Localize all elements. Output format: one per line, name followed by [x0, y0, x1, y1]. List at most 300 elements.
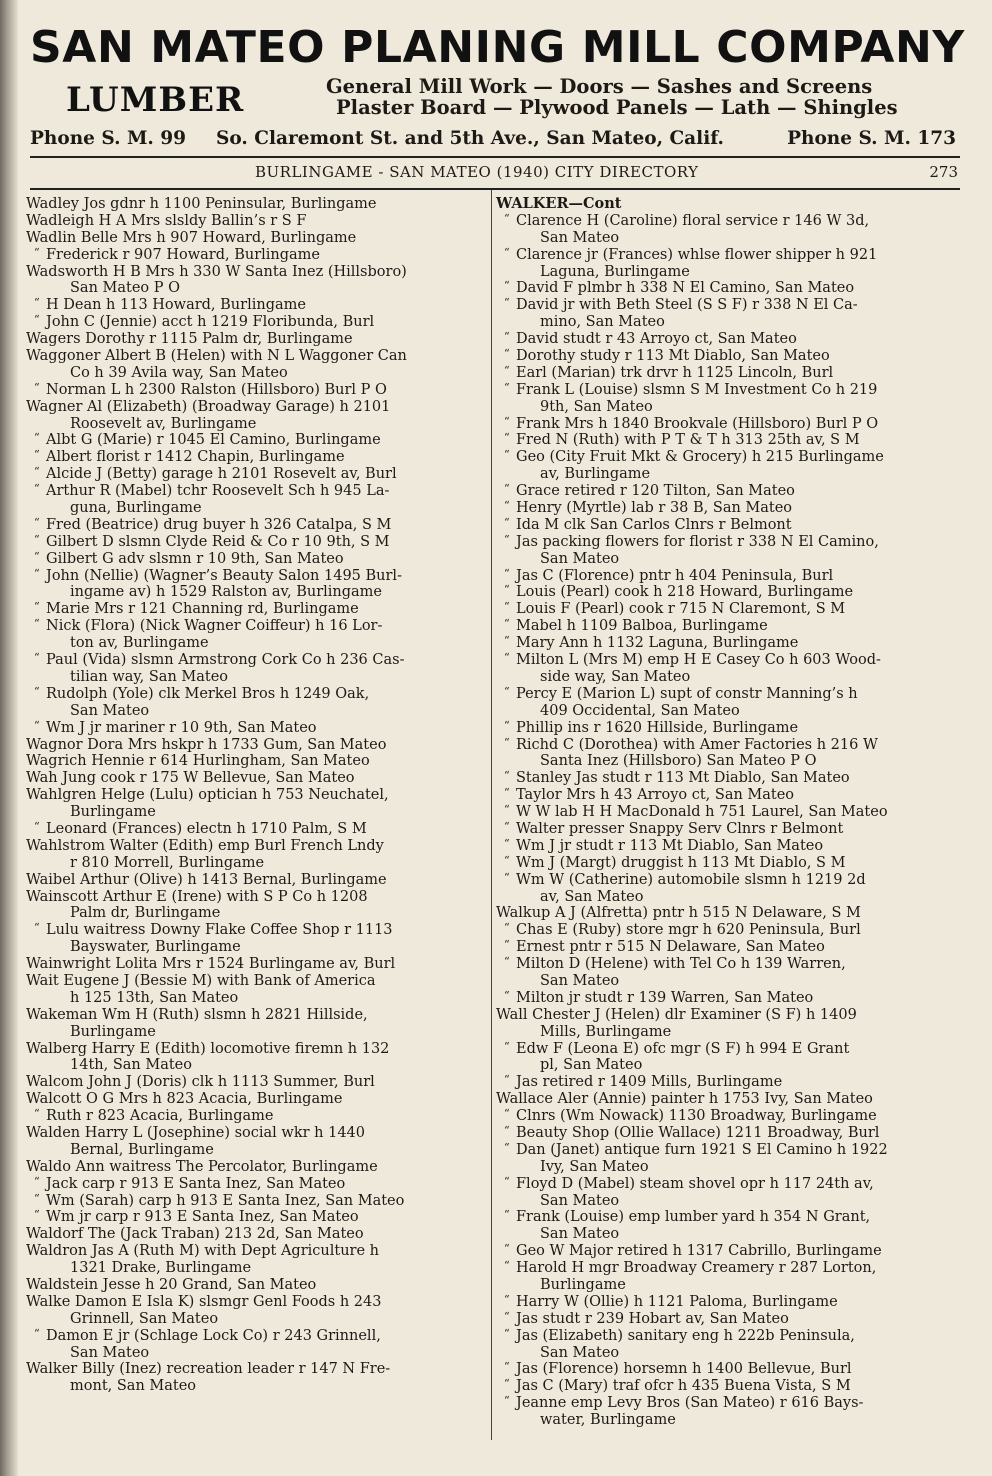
- ditto-mark: “: [504, 1309, 510, 1323]
- entry-text: Wallace Aler (Annie) painter h 1753 Ivy, San Mateo: [496, 1091, 873, 1108]
- directory-entry-line: [496, 1412, 958, 1429]
- column-divider: [491, 190, 492, 1440]
- entry-text: Dorothy study r 113 Mt Diablo, San Mateo: [516, 348, 830, 365]
- entry-text: Walkup A J (Alfretta) pntr h 515 N Delaware, S M: [496, 905, 861, 922]
- ditto-mark: “: [504, 921, 510, 935]
- phone-left: Phone S. M. 99: [30, 128, 187, 149]
- ditto-mark: “: [504, 853, 510, 867]
- directory-entry-line: [26, 652, 488, 669]
- entry-text: John C (Jennie) acct h 1219 Floribunda, Burl: [46, 314, 375, 331]
- ditto-mark: “: [34, 566, 40, 580]
- entry-text: John (Nellie) (Wagner’s Beauty Salon 1495 Burl-: [46, 567, 402, 584]
- entry-text: Waldron Jas A (Ruth M) with Dept Agriculture h: [26, 1243, 379, 1260]
- advertisement-services: [326, 76, 966, 118]
- directory-entry-line: [26, 365, 488, 382]
- directory-entry-line: [26, 280, 488, 297]
- entry-text: Ruth r 823 Acacia, Burlingame: [46, 1108, 274, 1125]
- entry-text: Waldstein Jesse h 20 Grand, San Mateo: [26, 1277, 317, 1293]
- directory-entry-line: [496, 500, 958, 517]
- entry-text: Wagers Dorothy r 1115 Palm dr, Burlingame: [26, 331, 353, 348]
- ditto-mark: “: [504, 803, 510, 817]
- entry-text: Jas (Florence) horsemn h 1400 Bellevue, Burl: [516, 1361, 852, 1378]
- entry-text: Dan (Janet) antique furn 1921 S El Camino h 1922: [516, 1141, 888, 1158]
- directory-entry-line: [26, 1091, 488, 1108]
- ditto-mark: “: [34, 651, 40, 665]
- ditto-mark: “: [504, 330, 510, 344]
- entry-text: Walden Harry L (Josephine) social wkr h 1440: [26, 1124, 366, 1141]
- directory-entry-line: [496, 1176, 958, 1193]
- entry-text: Laguna, Burlingame: [540, 263, 690, 280]
- directory-entry-line: [496, 213, 958, 230]
- entry-text: Wm J (Margt) druggist h 113 Mt Diablo, S M: [516, 854, 846, 871]
- directory-entry-line: [496, 1091, 958, 1108]
- directory-entry-line: [26, 872, 488, 889]
- entry-text: David F plmbr h 338 N El Camino, San Mateo: [516, 280, 855, 297]
- directory-entry-line: [26, 500, 488, 517]
- entry-text: av, San Mateo: [540, 888, 644, 905]
- ditto-mark: “: [504, 836, 510, 850]
- entry-text: San Mateo: [540, 550, 620, 567]
- ditto-mark: “: [34, 245, 40, 259]
- ditto-mark: “: [34, 1208, 40, 1222]
- directory-entry-line: [26, 905, 488, 922]
- entry-text: Wadsworth H B Mrs h 330 W Santa Inez (Hillsboro): [26, 263, 407, 280]
- ditto-mark: “: [34, 482, 40, 496]
- ditto-mark: “: [504, 1039, 510, 1053]
- ditto-mark: “: [34, 431, 40, 445]
- entry-text: Fred (Beatrice) drug buyer h 326 Catalpa, S M: [46, 516, 392, 533]
- directory-entry-line: [26, 804, 488, 821]
- directory-entry-line: [496, 196, 958, 213]
- entry-text: San Mateo: [540, 1226, 620, 1243]
- directory-title: BURLINGAME - SAN MATEO (1940) CITY DIRECTORY: [255, 163, 699, 181]
- entry-text: Wm jr carp r 913 E Santa Inez, San Mateo: [46, 1209, 359, 1226]
- entry-text: Clarence H (Caroline) floral service r 146 W 3d,: [516, 212, 870, 229]
- entry-text: Jas (Elizabeth) sanitary eng h 222b Peninsula,: [516, 1327, 855, 1344]
- directory-entry-line: [496, 922, 958, 939]
- directory-entry-line: [26, 1260, 488, 1277]
- directory-entry-line: [26, 1193, 488, 1210]
- entry-text: Geo W Major retired h 1317 Cabrillo, Burlingame: [516, 1243, 882, 1260]
- ditto-mark: “: [34, 1191, 40, 1205]
- entry-text: Lulu waitress Downy Flake Coffee Shop r 1113: [46, 922, 393, 939]
- directory-entry-line: [496, 568, 958, 585]
- entry-text: Grace retired r 120 Tilton, San Mateo: [516, 483, 795, 500]
- ditto-mark: “: [504, 363, 510, 377]
- entry-text: Floyd D (Mabel) steam shovel opr h 117 24th av,: [516, 1175, 874, 1192]
- entry-text: Walcott O G Mrs h 823 Acacia, Burlingame: [26, 1091, 343, 1108]
- entry-text: guna, Burlingame: [70, 500, 202, 517]
- directory-entry-line: [496, 753, 958, 770]
- entry-text: mino, San Mateo: [540, 314, 665, 331]
- directory-entry-line: [496, 1057, 958, 1074]
- entry-text: Marie Mrs r 121 Channing rd, Burlingame: [46, 601, 359, 618]
- entry-text: Walker Billy (Inez) recreation leader r 147 N Fre-: [26, 1361, 391, 1378]
- directory-entry-line: [496, 365, 958, 382]
- directory-entry-line: [26, 551, 488, 568]
- directory-entry-line: [496, 280, 958, 297]
- entry-text: Fred N (Ruth) with P T & T h 313 25th av, S M: [516, 432, 860, 449]
- ditto-mark: “: [504, 279, 510, 293]
- ditto-mark: “: [34, 617, 40, 631]
- entry-text: San Mateo: [540, 229, 620, 246]
- entry-text: Chas E (Ruby) store mgr h 620 Peninsula, Burl: [516, 922, 861, 939]
- entry-text: Walberg Harry E (Edith) locomotive firemn h 132: [26, 1040, 390, 1057]
- entry-text: Burlingame: [540, 1277, 626, 1293]
- entry-text: Wait Eugene J (Bessie M) with Bank of America: [26, 972, 376, 989]
- ditto-mark: “: [34, 448, 40, 462]
- ditto-mark: “: [504, 532, 510, 546]
- directory-entry-line: [496, 348, 958, 365]
- entry-text: 9th, San Mateo: [540, 398, 653, 415]
- ditto-mark: “: [504, 1123, 510, 1137]
- directory-entry-line: [496, 416, 958, 433]
- entry-text: mont, San Mateo: [70, 1378, 197, 1395]
- directory-entry-line: [496, 1108, 958, 1125]
- entry-text: Burlingame: [70, 1023, 156, 1040]
- directory-entry-line: [26, 922, 488, 939]
- entry-text: San Mateo: [540, 972, 620, 989]
- entry-text: W W lab H H MacDonald h 751 Laurel, San Mateo: [516, 804, 888, 821]
- ditto-mark: “: [504, 988, 510, 1002]
- directory-entry-line: [26, 1176, 488, 1193]
- directory-entry-line: [26, 956, 488, 973]
- directory-entry-line: [496, 1193, 958, 1210]
- ditto-mark: “: [504, 1394, 510, 1408]
- entry-text: Richd C (Dorothea) with Amer Factories h 216 W: [516, 736, 878, 753]
- entry-text: Ida M clk San Carlos Clnrs r Belmont: [516, 516, 792, 533]
- directory-entry-line: [496, 838, 958, 855]
- directory-entry-line: [496, 686, 958, 703]
- entry-text: ton av, Burlingame: [70, 635, 209, 652]
- entry-text: water, Burlingame: [540, 1412, 676, 1429]
- directory-entry-line: [496, 551, 958, 568]
- directory-entry-line: [496, 720, 958, 737]
- entry-text: Waggoner Albert B (Helen) with N L Waggoner Can: [26, 348, 407, 365]
- entry-text: Nick (Flora) (Nick Wagner Coiffeur) h 16 Lor-: [46, 618, 383, 635]
- entry-text: Wm (Sarah) carp h 913 E Santa Inez, San Mateo: [46, 1192, 405, 1209]
- directory-entry-line: [496, 1395, 958, 1412]
- entry-text: Norman L h 2300 Ralston (Hillsboro) Burl P O: [46, 381, 387, 398]
- ditto-mark: “: [504, 1326, 510, 1340]
- entry-text: Arthur R (Mabel) tchr Roosevelt Sch h 945 La-: [46, 483, 390, 500]
- ditto-mark: “: [34, 532, 40, 546]
- entry-text: Wah Jung cook r 175 W Bellevue, San Mateo: [26, 770, 355, 787]
- directory-entry-line: [496, 956, 958, 973]
- entry-text: Wainwright Lolita Mrs r 1524 Burlingame av, Burl: [26, 956, 396, 973]
- entry-text: WALKER—Cont: [496, 195, 622, 212]
- directory-entry-line: [26, 534, 488, 551]
- ditto-mark: “: [34, 1107, 40, 1121]
- directory-entry-line: [496, 1041, 958, 1058]
- directory-entry-line: [496, 1226, 958, 1243]
- entry-text: Jas studt r 239 Hobart av, San Mateo: [516, 1310, 789, 1327]
- directory-entry-line: [496, 382, 958, 399]
- directory-entry-line: [26, 669, 488, 686]
- directory-entry-line: [496, 1378, 958, 1395]
- directory-entry-line: [26, 1057, 488, 1074]
- entry-text: Percy E (Marion L) supt of constr Manning’s h: [516, 685, 858, 702]
- entry-text: San Mateo: [70, 702, 150, 719]
- ditto-mark: “: [504, 380, 510, 394]
- directory-entry-line: [496, 264, 958, 281]
- entry-text: Clnrs (Wm Nowack) 1130 Broadway, Burlingame: [516, 1108, 877, 1125]
- directory-entry-line: [496, 804, 958, 821]
- directory-entry-line: [26, 821, 488, 838]
- directory-entry-line: [496, 1277, 958, 1294]
- directory-entry-line: [26, 686, 488, 703]
- entry-text: Mabel h 1109 Balboa, Burlingame: [516, 618, 768, 635]
- entry-text: Frank (Louise) emp lumber yard h 354 N Grant,: [516, 1209, 871, 1226]
- directory-entry-line: [496, 432, 958, 449]
- entry-text: Bernal, Burlingame: [70, 1141, 214, 1158]
- entry-text: 1321 Drake, Burlingame: [70, 1260, 252, 1277]
- directory-entry-line: [26, 939, 488, 956]
- directory-entry-line: [496, 770, 958, 787]
- directory-entry-line: [26, 703, 488, 720]
- directory-entry-line: [496, 1361, 958, 1378]
- directory-entry-line: [26, 1142, 488, 1159]
- entry-text: h 125 13th, San Mateo: [70, 989, 239, 1006]
- entry-text: av, Burlingame: [540, 466, 651, 483]
- directory-entry-line: [26, 584, 488, 601]
- entry-text: Santa Inez (Hillsboro) San Mateo P O: [540, 753, 817, 770]
- entry-text: Jas retired r 1409 Mills, Burlingame: [516, 1074, 783, 1091]
- entry-text: Mills, Burlingame: [540, 1023, 672, 1040]
- entry-text: Edw F (Leona E) ofc mgr (S F) h 994 E Grant: [516, 1040, 850, 1057]
- directory-entry-line: [26, 1328, 488, 1345]
- directory-entry-line: [26, 1378, 488, 1395]
- directory-entry-line: [26, 973, 488, 990]
- entry-text: Louis F (Pearl) cook r 715 N Claremont, S M: [516, 601, 846, 618]
- ditto-mark: “: [504, 448, 510, 462]
- ditto-mark: “: [504, 1174, 510, 1188]
- entry-text: Frank L (Louise) slsmn S M Investment Co h 219: [516, 381, 878, 398]
- ditto-mark: “: [504, 1140, 510, 1154]
- directory-entry-line: [26, 331, 488, 348]
- directory-entry-line: [26, 601, 488, 618]
- directory-entry-line: [26, 449, 488, 466]
- entry-text: Wahlgren Helge (Lulu) optician h 753 Neuchatel,: [26, 787, 389, 804]
- running-header: [30, 156, 960, 190]
- ditto-mark: “: [504, 1360, 510, 1374]
- ditto-mark: “: [34, 380, 40, 394]
- entry-text: Wadleigh H A Mrs slsldy Ballin’s r S F: [26, 212, 307, 229]
- ditto-mark: “: [504, 769, 510, 783]
- directory-entry-line: [496, 1159, 958, 1176]
- entry-text: 14th, San Mateo: [70, 1057, 192, 1074]
- ditto-mark: “: [504, 1292, 510, 1306]
- entry-text: Frank Mrs h 1840 Brookvale (Hillsboro) Burl P O: [516, 415, 879, 432]
- ditto-mark: “: [504, 583, 510, 597]
- ditto-mark: “: [504, 499, 510, 513]
- directory-entry-line: [26, 382, 488, 399]
- directory-entry-line: [496, 737, 958, 754]
- entry-text: Earl (Marian) trk drvr h 1125 Lincoln, Burl: [516, 364, 834, 381]
- entry-text: Harold H mgr Broadway Creamery r 287 Lorton,: [516, 1260, 877, 1277]
- directory-entry-line: [496, 584, 958, 601]
- directory-entry-line: [496, 703, 958, 720]
- entry-text: Henry (Myrtle) lab r 38 B, San Mateo: [516, 500, 793, 517]
- entry-text: Waldo Ann waitress The Percolator, Burlingame: [26, 1158, 378, 1175]
- entry-text: Paul (Vida) slsmn Armstrong Cork Co h 236 Cas-: [46, 652, 405, 669]
- ditto-mark: “: [504, 245, 510, 259]
- ditto-mark: “: [504, 617, 510, 631]
- entry-text: Phillip ins r 1620 Hillside, Burlingame: [516, 719, 799, 736]
- directory-entry-line: [496, 483, 958, 500]
- directory-entry-line: [26, 1277, 488, 1294]
- entry-text: Milton L (Mrs M) emp H E Casey Co h 603 Wood-: [516, 652, 881, 669]
- ditto-mark: “: [504, 296, 510, 310]
- directory-entry-line: [26, 314, 488, 331]
- entry-text: Harry W (Ollie) h 1121 Paloma, Burlingame: [516, 1293, 838, 1310]
- directory-entry-line: [26, 1209, 488, 1226]
- directory-entry-line: [496, 331, 958, 348]
- entry-text: Milton jr studt r 139 Warren, San Mateo: [516, 989, 814, 1006]
- ditto-mark: “: [504, 1242, 510, 1256]
- entry-text: Burlingame: [70, 804, 156, 821]
- entry-text: pl, San Mateo: [540, 1057, 643, 1074]
- advertisement-contact-row: [30, 126, 960, 152]
- directory-entry-line: [26, 264, 488, 281]
- entry-text: Frederick r 907 Howard, Burlingame: [46, 246, 321, 263]
- entry-text: Walke Damon E Isla K) slsmgr Genl Foods h 243: [26, 1293, 382, 1310]
- ditto-mark: “: [504, 718, 510, 732]
- entry-text: Jeanne emp Levy Bros (San Mateo) r 616 Bays-: [516, 1395, 864, 1412]
- directory-entry-line: [496, 1209, 958, 1226]
- entry-text: Albert florist r 1412 Chapin, Burlingame: [46, 449, 345, 466]
- entry-text: San Mateo: [70, 1344, 150, 1361]
- ditto-mark: “: [504, 1208, 510, 1222]
- ditto-mark: “: [504, 211, 510, 225]
- directory-entry-line: [496, 1024, 958, 1041]
- page-number: 273: [929, 163, 958, 181]
- entry-text: Palm dr, Burlingame: [70, 905, 221, 922]
- ditto-mark: “: [34, 465, 40, 479]
- entry-text: Wagner Al (Elizabeth) (Broadway Garage) h 2101: [26, 398, 391, 415]
- ditto-mark: “: [34, 1326, 40, 1340]
- entry-text: side way, San Mateo: [540, 668, 691, 685]
- ditto-mark: “: [504, 600, 510, 614]
- entry-text: Jas packing flowers for florist r 338 N El Camino,: [516, 533, 879, 550]
- ditto-mark: “: [34, 718, 40, 732]
- entry-text: Damon E jr (Schlage Lock Co) r 243 Grinnell,: [46, 1327, 381, 1344]
- directory-entry-line: [496, 973, 958, 990]
- entry-text: Co h 39 Avila way, San Mateo: [70, 364, 288, 381]
- directory-entry-line: [26, 838, 488, 855]
- directory-entry-line: [496, 601, 958, 618]
- directory-entry-line: [496, 635, 958, 652]
- directory-entry-line: [26, 1159, 488, 1176]
- ditto-mark: “: [504, 414, 510, 428]
- directory-entry-line: [496, 1142, 958, 1159]
- left-column: [26, 196, 488, 1395]
- directory-entry-line: [496, 1125, 958, 1142]
- directory-entry-line: [496, 669, 958, 686]
- entry-text: San Mateo: [540, 1192, 620, 1209]
- ditto-mark: “: [34, 819, 40, 833]
- ditto-mark: “: [504, 1107, 510, 1121]
- directory-entry-line: [26, 568, 488, 585]
- right-column: [496, 196, 958, 1429]
- entry-text: r 810 Morrell, Burlingame: [70, 854, 265, 871]
- ditto-mark: “: [504, 786, 510, 800]
- directory-entry-line: [496, 449, 958, 466]
- directory-entry-line: [26, 517, 488, 534]
- ditto-mark: “: [504, 634, 510, 648]
- directory-entry-line: [496, 1294, 958, 1311]
- ditto-mark: “: [504, 938, 510, 952]
- directory-entry-line: [496, 652, 958, 669]
- ditto-mark: “: [34, 1174, 40, 1188]
- directory-entry-line: [26, 635, 488, 652]
- directory-entry-line: [26, 720, 488, 737]
- entry-text: Roosevelt av, Burlingame: [70, 415, 257, 432]
- directory-entry-line: [26, 399, 488, 416]
- directory-entry-line: [26, 753, 488, 770]
- entry-text: Ivy, San Mateo: [540, 1158, 649, 1175]
- ditto-mark: “: [504, 515, 510, 529]
- ditto-mark: “: [504, 870, 510, 884]
- entry-text: Wakeman Wm H (Ruth) slsmn h 2821 Hillside,: [26, 1006, 368, 1023]
- services-line-1: General Mill Work — Doors — Sashes and Screens: [326, 75, 873, 98]
- entry-text: Stanley Jas studt r 113 Mt Diablo, San Mateo: [516, 770, 850, 787]
- directory-entry-line: [496, 247, 958, 264]
- entry-text: Grinnell, San Mateo: [70, 1310, 219, 1327]
- entry-text: San Mateo P O: [70, 280, 181, 297]
- entry-text: Waibel Arthur (Olive) h 1413 Bernal, Burlingame: [26, 871, 387, 888]
- entry-text: Clarence jr (Frances) whlse flower shipper h 921: [516, 246, 878, 263]
- address: So. Claremont St. and 5th Ave., San Mateo, Calif.: [216, 128, 724, 149]
- entry-text: Jas C (Florence) pntr h 404 Peninsula, Burl: [516, 567, 834, 584]
- ditto-mark: “: [504, 735, 510, 749]
- directory-entry-line: [26, 1024, 488, 1041]
- entry-text: Ernest pntr r 515 N Delaware, San Mateo: [516, 939, 825, 956]
- directory-entry-line: [26, 297, 488, 314]
- directory-entry-line: [26, 990, 488, 1007]
- directory-entry-line: [26, 770, 488, 787]
- directory-entry-line: [26, 213, 488, 230]
- entry-text: Louis (Pearl) cook h 218 Howard, Burlingame: [516, 584, 854, 601]
- ditto-mark: “: [504, 1259, 510, 1273]
- ditto-mark: “: [504, 819, 510, 833]
- directory-entry-line: [26, 230, 488, 247]
- directory-entry-line: [496, 466, 958, 483]
- directory-entry-line: [26, 787, 488, 804]
- entry-text: Alcide J (Betty) garage h 2101 Rosevelt av, Burl: [46, 466, 397, 483]
- entry-text: Gilbert D slsmn Clyde Reid & Co r 10 9th, S M: [46, 533, 390, 550]
- ditto-mark: “: [504, 651, 510, 665]
- advertisement-company-name: SAN MATEO PLANING MILL COMPANY: [30, 22, 965, 73]
- entry-text: Mary Ann h 1132 Laguna, Burlingame: [516, 635, 799, 652]
- services-line-2: Plaster Board — Plywood Panels — Lath — Shingles: [336, 96, 898, 119]
- directory-entry-line: [496, 905, 958, 922]
- directory-entry-line: [26, 416, 488, 433]
- directory-entry-line: [26, 737, 488, 754]
- entry-text: Wadlin Belle Mrs h 907 Howard, Burlingame: [26, 229, 357, 246]
- entry-text: Wagnor Dora Mrs hskpr h 1733 Gum, San Mateo: [26, 736, 387, 753]
- directory-entry-line: [26, 889, 488, 906]
- ditto-mark: “: [504, 347, 510, 361]
- directory-entry-line: [496, 1243, 958, 1260]
- entry-text: David studt r 43 Arroyo ct, San Mateo: [516, 331, 797, 348]
- directory-entry-line: [496, 939, 958, 956]
- page-binding-edge: [0, 0, 18, 1476]
- ditto-mark: “: [504, 1377, 510, 1391]
- directory-entry-line: [26, 196, 488, 213]
- entry-text: Wall Chester J (Helen) dlr Examiner (S F) h 1409: [496, 1006, 857, 1023]
- entry-text: Jack carp r 913 E Santa Inez, San Mateo: [46, 1175, 346, 1192]
